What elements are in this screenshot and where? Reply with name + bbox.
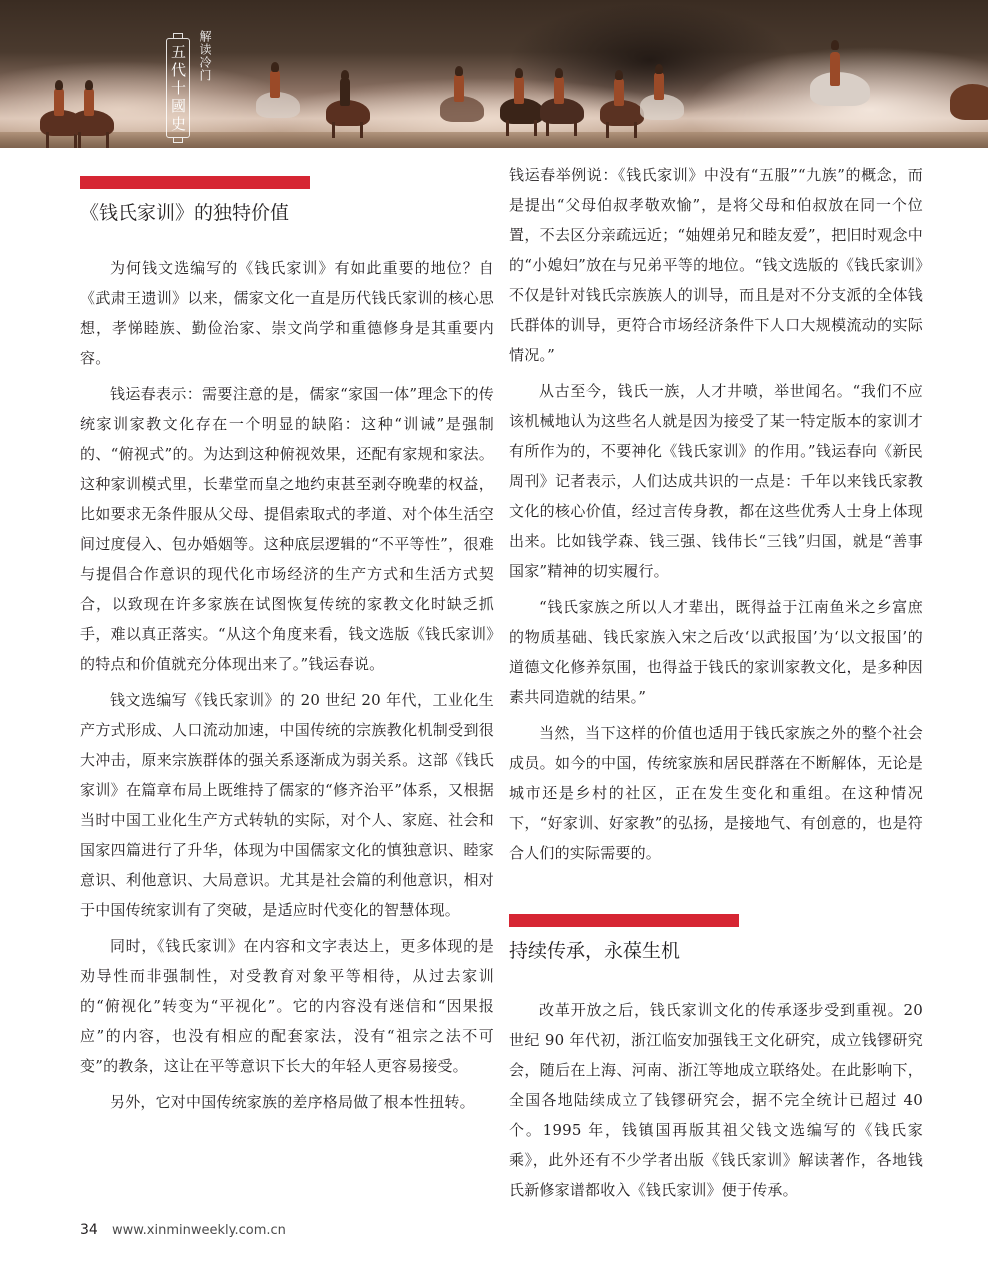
right-column: [509, 160, 923, 1205]
section-heading: 持续传承，永葆生机: [509, 940, 681, 962]
header-banner-photo: [0, 0, 988, 148]
body-paragraph: 从古至今，钱氏一族，人才井喷，举世闻名。“我们不应该机械地认为这些名人就是因为接受了某一特定版本的家训才有所作为的，不要神化《钱氏家训》的作用。”钱运春向《新民周刊》记者表示，人们达成共识的一点是：千年以来钱氏家教文化的核心价值，经过言传身教，都在这些优秀人士身上体现出来。比如钱学森、钱三强、钱伟长“三钱”归国，就是“善事国家”精神的切实履行。: [509, 382, 923, 580]
page-footer: [80, 1222, 286, 1238]
body-paragraph: 钱运春表示：需要注意的是，儒家“家国一体”理念下的传统家训家教文化存在一个明显的缺陷：这种“训诫”是强制的、“俯视式”的。为达到这种俯视效果，还配有家规和家法。这种家训模式里，长辈堂而皇之地约束甚至剥夺晚辈的权益，比如要求无条件服从父母、提倡索取式的孝道、对个体生活空间过度侵入、包办婚姻等。这种底层逻辑的“不平等性”，很难与提倡合作意识的现代化市场经济的生产方式和生活方式契合，以致现在许多家族在试图恢复传统的家教文化时缺乏抓手，难以真正落实。“从这个角度来看，钱文选版《钱氏家训》的特点和价值就充分体现出来了。”钱运春说。: [80, 385, 494, 673]
column-kicker: 解读冷门: [198, 30, 212, 82]
left-column: [80, 160, 494, 1117]
body-paragraph: 为何钱文选编写的《钱氏家训》有如此重要的地位？自《武肃王遗训》以来，儒家文化一直是历代钱氏家训的核心思想，孝悌睦族、勤俭治家、崇文尚学和重德修身是其重要内容。: [80, 259, 494, 367]
body-paragraph: 当然，当下这样的价值也适用于钱氏家族之外的整个社会成员。如今的中国，传统家族和居民群落在不断解体，无论是城市还是乡村的社区，正在发生变化和重组。在这种情况下，“好家训、好家教”的弘扬，是接地气、有创意的，也是符合人们的实际需要的。: [509, 724, 923, 862]
body-paragraph: 钱文选编写《钱氏家训》的 20 世纪 20 年代，工业化生产方式形成、人口流动加速，中国传统的宗族教化机制受到很大冲击，原来宗族群体的强关系逐渐成为弱关系。这部《钱氏家训》在篇章布局上既维持了儒家的“修齐治平”体系，又根据当时中国工业化生产方式转轨的实际，对个人、家庭、社会和国家四篇进行了升华，体现为中国儒家文化的慎独意识、睦家意识、利他意识、大局意识。尤其是社会篇的利他意识，相对于中国传统家训有了突破，是适应时代变化的智慧体现。: [80, 691, 494, 919]
section-heading: 《钱氏家训》的独特价值: [80, 202, 290, 224]
body-paragraph: 改革开放之后，钱氏家训文化的传承逐步受到重视。20 世纪 90 年代初，浙江临安加强钱王文化研究，成立钱镠研究会，随后在上海、河南、浙江等地成立联络处。在此影响下，全国各地陆续成立了钱镠研究会，据不完全统计已超过 40 个。1995 年，钱镇国再版其祖父钱文选编写的《钱氏家乘》，此外还有不少学者出版《钱氏家训》解读著作，各地钱氏新修家谱都收入《钱氏家训》便于传承。: [509, 1001, 923, 1199]
website-url: www.xinminweekly.com.cn: [111, 1223, 286, 1238]
body-paragraph: “钱氏家族之所以人才辈出，既得益于江南鱼米之乡富庶的物质基础、钱氏家族入宋之后改‘以武报国’为‘以文报国’的道德文化修养氛围，也得益于钱氏的家训家教文化，是多种因素共同造就的结果。”: [509, 598, 923, 706]
section-divider-bar: [509, 914, 739, 927]
body-paragraph: 另外，它对中国传统家族的差序格局做了根本性扭转。: [110, 1093, 475, 1111]
banner-ground: [0, 132, 988, 148]
section-divider-bar: [80, 176, 310, 189]
body-paragraph: 同时，《钱氏家训》在内容和文字表达上，更多体现的是劝导性而非强制性，对受教育对象平等相待，从过去家训的“俯视化”转变为“平视化”。它的内容没有迷信和“因果报应”的内容，也没有相应的配套家法，没有“祖宗之法不可变”的教条，这让在平等意识下长大的年轻人更容易接受。: [80, 937, 494, 1075]
body-paragraph: 钱运春举例说：《钱氏家训》中没有“五服”“九族”的概念，而是提出“父母伯叔孝敬欢愉”，是将父母和伯叔放在同一个位置，不去区分亲疏远近；“妯娌弟兄和睦友爱”，把旧时观念中的“小媳妇”放在与兄弟平等的地位。“钱文选版的《钱氏家训》不仅是针对钱氏宗族族人的训导，而且是对不分支派的全体钱氏群体的训导，更符合市场经济条件下人口大规模流动的实际情况。”: [509, 166, 923, 364]
column-title: 五代十國史: [169, 44, 187, 134]
page-number: 34: [80, 1222, 98, 1238]
